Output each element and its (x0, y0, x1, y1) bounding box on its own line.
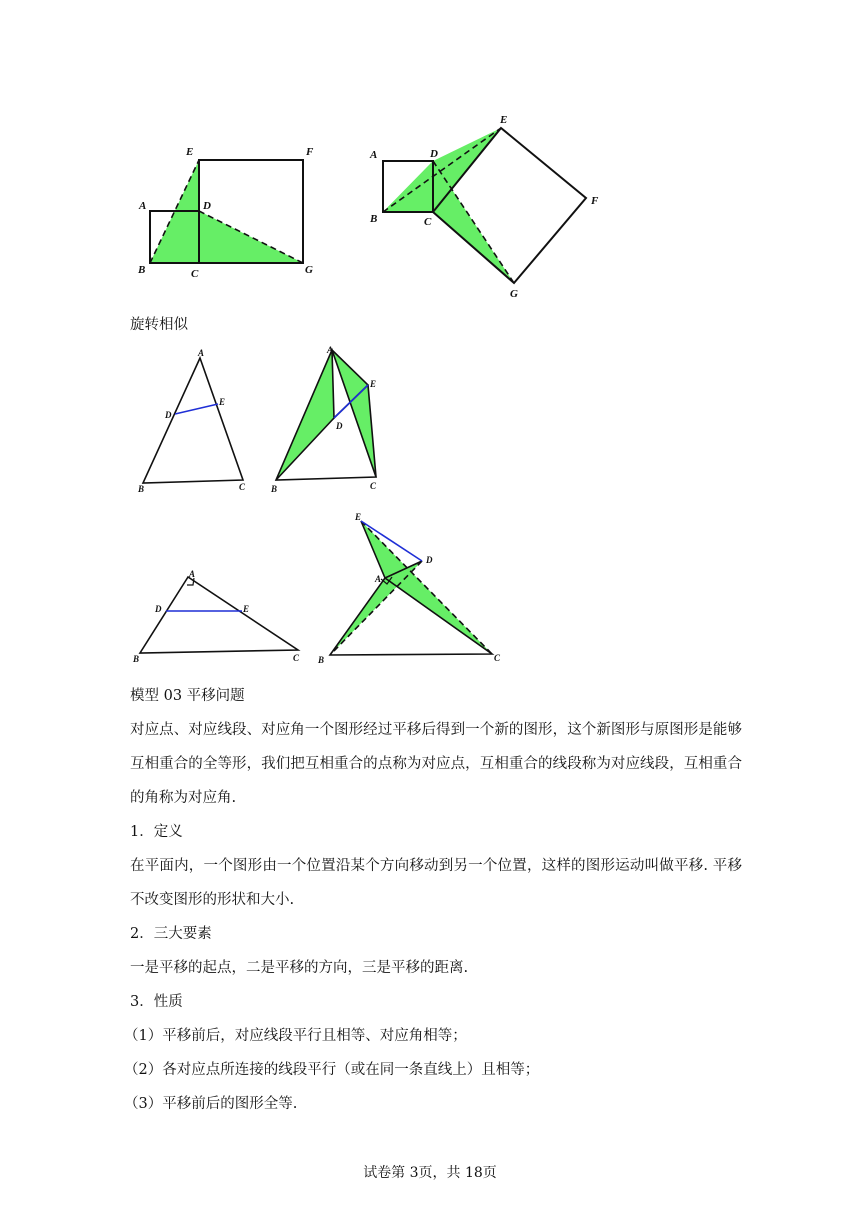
figure-right-triangle-5 (130, 565, 310, 665)
heading-definition: 1．定义 (130, 824, 183, 840)
definition-body: 在平面内，一个图形由一个位置沿某个方向移动到另一个位置，这样的图形运动叫做平移. 平移不改变图形的形状和大小. (130, 858, 742, 908)
label-b: B (133, 654, 140, 664)
figure-squares-2 (365, 110, 605, 300)
label-e: E (500, 114, 508, 126)
label-a: A (375, 574, 382, 584)
label-g: G (305, 264, 313, 276)
label-c: C (239, 482, 246, 492)
label-b: B (271, 484, 278, 494)
heading-properties: 3．性质 (130, 994, 183, 1010)
intro-paragraph: 对应点、对应线段、对应角一个图形经过平移后得到一个新的图形，这个新图形与原图形是能够互相重合的全等形，我们把互相重合的点称为对应点，互相重合的线段称为对应线段，互相重合的角称为对应角. (130, 722, 742, 806)
label-c: C (293, 653, 300, 663)
label-a: A (370, 149, 378, 161)
label-d: D (430, 148, 438, 160)
label-d: D (203, 200, 211, 212)
blue-segment-de (175, 404, 218, 414)
label-a: A (189, 569, 196, 579)
shaded-triangle-dcg (199, 211, 303, 263)
triangle-abc (143, 358, 243, 483)
label-f: F (591, 195, 599, 207)
heading-three-elements: 2．三大要素 (130, 926, 212, 942)
property-1: （1）平移前后，对应线段平行且相等、对应角相等； (124, 1028, 467, 1044)
figure-triangle-4 (265, 340, 390, 500)
label-b: B (318, 655, 325, 665)
label-c: C (191, 268, 199, 280)
label-f: F (306, 146, 314, 158)
triangle-abc (140, 577, 298, 653)
figure-squares-1 (130, 140, 330, 285)
label-d: D (336, 421, 343, 431)
property-3: （3）平移前后的图形全等. (124, 1096, 298, 1112)
shaded-overlap (383, 161, 433, 212)
three-elements-body: 一是平移的起点，二是平移的方向，三是平移的距离. (130, 960, 469, 976)
label-e: E (243, 604, 250, 614)
label-d: D (426, 555, 433, 565)
label-e: E (370, 379, 377, 389)
page-footer: 试卷第 3页，共 18页 (363, 1165, 497, 1181)
label-b: B (138, 484, 145, 494)
label-c: C (424, 216, 432, 228)
figure-triangle-3 (130, 345, 260, 495)
section-label-rotation: 旋转相似 (130, 317, 188, 333)
label-b: B (370, 213, 378, 225)
label-c: C (370, 481, 377, 491)
label-e: E (219, 397, 226, 407)
label-b: B (138, 264, 146, 276)
model-title: 模型 03 平移问题 (130, 688, 245, 704)
label-g: G (510, 288, 518, 300)
label-a: A (198, 348, 205, 358)
label-c: C (494, 653, 501, 663)
label-a: A (139, 200, 147, 212)
label-e: E (355, 512, 362, 522)
figure-rotated-triangle-6 (315, 510, 515, 665)
label-e: E (186, 146, 194, 158)
label-a: A (327, 345, 334, 355)
label-d: D (155, 604, 162, 614)
property-2: （2）各对应点所连接的线段平行（或在同一条直线上）且相等； (124, 1062, 540, 1078)
label-d: D (165, 410, 172, 420)
